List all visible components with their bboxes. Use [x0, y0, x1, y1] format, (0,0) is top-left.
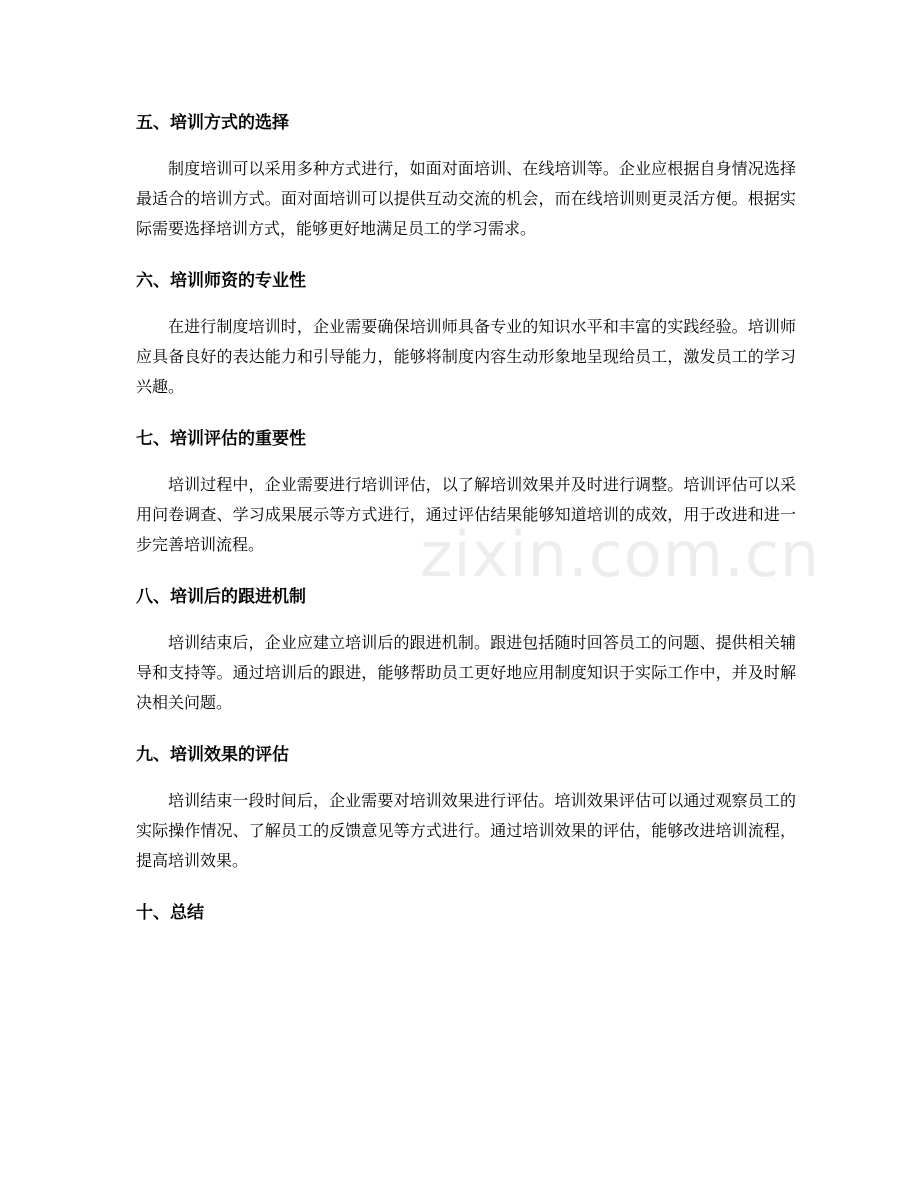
- section-heading: 八、培训后的跟进机制: [136, 587, 306, 607]
- section-paragraph: 培训结束一段时间后，企业需要对培训效果进行评估。培训效果评估可以通过观察员工的实际操作情况、了解员工的反馈意见等方式进行。通过培训效果的评估，能够改进培训流程，提高培训效果。: [136, 791, 796, 870]
- document-content: [136, 110, 796, 944]
- section-training-method: [136, 110, 796, 244]
- section-effect-evaluation: [136, 742, 796, 876]
- section-heading: 十、总结: [136, 903, 204, 923]
- section-evaluation-importance: [136, 426, 796, 560]
- watermark: zixin.com.cn: [420, 518, 821, 591]
- section-paragraph: 在进行制度培训时，企业需要确保培训师具备专业的知识水平和丰富的实践经验。培训师应具备良好的表达能力和引导能力，能够将制度内容生动形象地呈现给员工，激发员工的学习兴趣。: [136, 317, 796, 396]
- section-paragraph: 制度培训可以采用多种方式进行，如面对面培训、在线培训等。企业应根据自身情况选择最适合的培训方式。面对面培训可以提供互动交流的机会，而在线培训则更灵活方便。根据实际需要选择培训方式，能够更好地满足员工的学习需求。: [136, 159, 796, 238]
- section-summary: [136, 900, 796, 926]
- section-heading: 九、培训效果的评估: [136, 745, 289, 765]
- section-trainer-professionalism: [136, 268, 796, 402]
- section-heading: 七、培训评估的重要性: [136, 429, 306, 449]
- section-heading: 五、培训方式的选择: [136, 113, 289, 133]
- section-follow-up: [136, 584, 796, 718]
- section-heading: 六、培训师资的专业性: [136, 271, 306, 291]
- section-paragraph: 培训过程中，企业需要进行培训评估，以了解培训效果并及时进行调整。培训评估可以采用问卷调查、学习成果展示等方式进行，通过评估结果能够知道培训的成效，用于改进和进一步完善培训流程。: [136, 475, 796, 554]
- section-paragraph: 培训结束后，企业应建立培训后的跟进机制。跟进包括随时回答员工的问题、提供相关辅导和支持等。通过培训后的跟进，能够帮助员工更好地应用制度知识于实际工作中，并及时解决相关问题。: [136, 633, 796, 712]
